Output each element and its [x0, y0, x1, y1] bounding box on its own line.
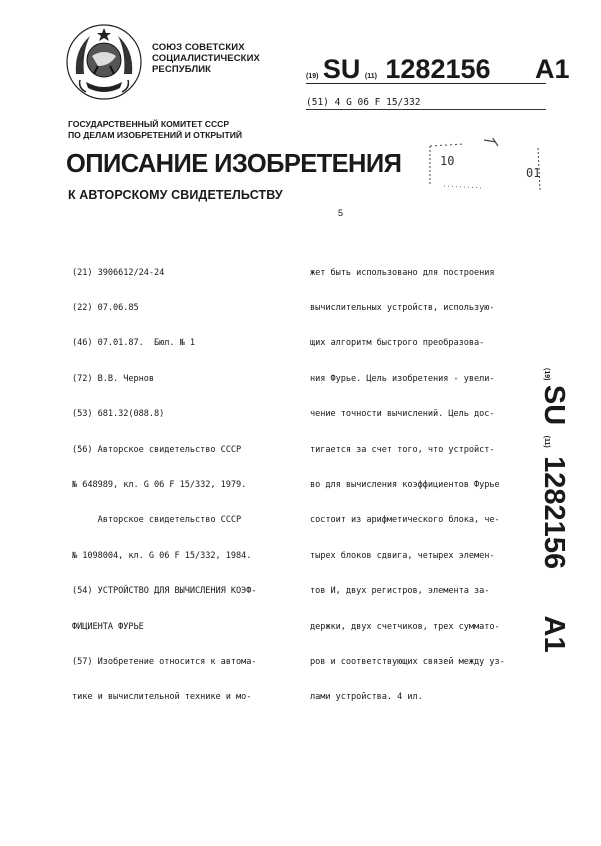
vertical-inid-code-19: (19) [543, 368, 550, 381]
state-name-line: СОЮЗ СОВЕТСКИХ [152, 42, 245, 53]
committee-name [68, 119, 242, 141]
state-name [152, 42, 260, 75]
abstract-line: жет быть использовано для построения [310, 267, 495, 278]
stamp-text: 10 [440, 154, 455, 168]
vertical-kind-code: A1 [538, 615, 570, 653]
vertical-publication-number [524, 368, 584, 668]
abstract-line: тов И, двух регистров, элемента за- [310, 586, 490, 597]
biblio-line: ФИЦИЕНТА ФУРЬЕ [72, 621, 144, 632]
vertical-inid-code-11: (11) [543, 435, 550, 448]
center-mark: 5 [338, 208, 344, 218]
bibliographic-data [72, 244, 256, 716]
vertical-country-code: SU [538, 384, 570, 426]
abstract-line: состоит из арифметического блока, че- [310, 515, 500, 526]
state-name-line: РЕСПУБЛИК [152, 64, 212, 75]
biblio-line: (72) В.В. Чернов [72, 373, 154, 384]
biblio-line: (22) 07.06.85 [72, 302, 139, 313]
biblio-line: № 648989, кл. G 06 F 15/332, 1979. [72, 479, 247, 490]
abstract-line: чение точности вычислений. Цель дос- [310, 409, 495, 420]
country-code: SU [322, 54, 361, 84]
abstract-line: тырех блоков сдвига, четырех элемен- [310, 550, 495, 561]
biblio-line: (54) УСТРОЙСТВО ДЛЯ ВЫЧИСЛЕНИЯ КОЭФ- [72, 586, 257, 597]
ipc-code-label: (51) 4 [306, 97, 341, 108]
biblio-line: Авторское свидетельство СССР [72, 515, 242, 526]
abstract-line: тигается за счет того, что устройст- [310, 444, 495, 455]
ipc-value: G 06 F 15/332 [346, 97, 421, 108]
biblio-line: (46) 07.01.87. Бюл. № 1 [72, 338, 195, 349]
biblio-line: (57) Изобретение относится к автома- [72, 656, 257, 667]
document-subtitle: К АВТОРСКОМУ СВИДЕТЕЛЬСТВУ [68, 188, 283, 202]
biblio-line: (53) 681.32(088.8) [72, 409, 165, 420]
kind-code: A1 [534, 54, 570, 84]
ipc-classification [306, 97, 420, 108]
abstract-line: держки, двух счетчиков, трех суммато- [310, 621, 500, 632]
biblio-line: тике и вычислительной технике и мо- [72, 692, 252, 703]
abstract-line: лами устройства. 4 ил. [310, 692, 423, 703]
document-title: ОПИСАНИЕ ИЗОБРЕТЕНИЯ [66, 150, 402, 178]
committee-line: ПО ДЕЛАМ ИЗОБРЕТЕНИЙ И ОТКРЫТИЙ [68, 130, 243, 140]
divider [306, 83, 546, 84]
patent-number: 1282156 [385, 54, 491, 84]
abstract-line: во для вычисления коэффициентов Фурье [310, 479, 500, 490]
abstract-line: ров и соответствующих связей между уз- [310, 656, 505, 667]
abstract-line: ния Фурье. Цель изобретения - увели- [310, 373, 495, 384]
inid-code-11: (11) [364, 73, 377, 80]
committee-line: ГОСУДАРСТВЕННЫЙ КОМИТЕТ СССР [68, 119, 230, 129]
abstract-line: щих алгоритм быстрого преобразова- [310, 338, 485, 349]
inid-code-19: (19) [306, 73, 319, 80]
library-stamp [424, 138, 554, 194]
stamp-text: 01 [526, 166, 541, 180]
state-name-line: СОЦИАЛИСТИЧЕСКИХ [152, 53, 260, 64]
biblio-line: (56) Авторское свидетельство СССР [72, 444, 242, 455]
ussr-emblem-icon [64, 22, 144, 102]
biblio-line: (21) 3906612/24-24 [72, 267, 165, 278]
abstract-line: вычислительных устройств, использую- [310, 302, 495, 313]
abstract-text [310, 244, 505, 716]
publication-number [306, 54, 569, 84]
vertical-patent-number: 1282156 [538, 456, 570, 570]
biblio-line: № 1098004, кл. G 06 F 15/332, 1984. [72, 550, 252, 561]
divider [306, 109, 546, 110]
